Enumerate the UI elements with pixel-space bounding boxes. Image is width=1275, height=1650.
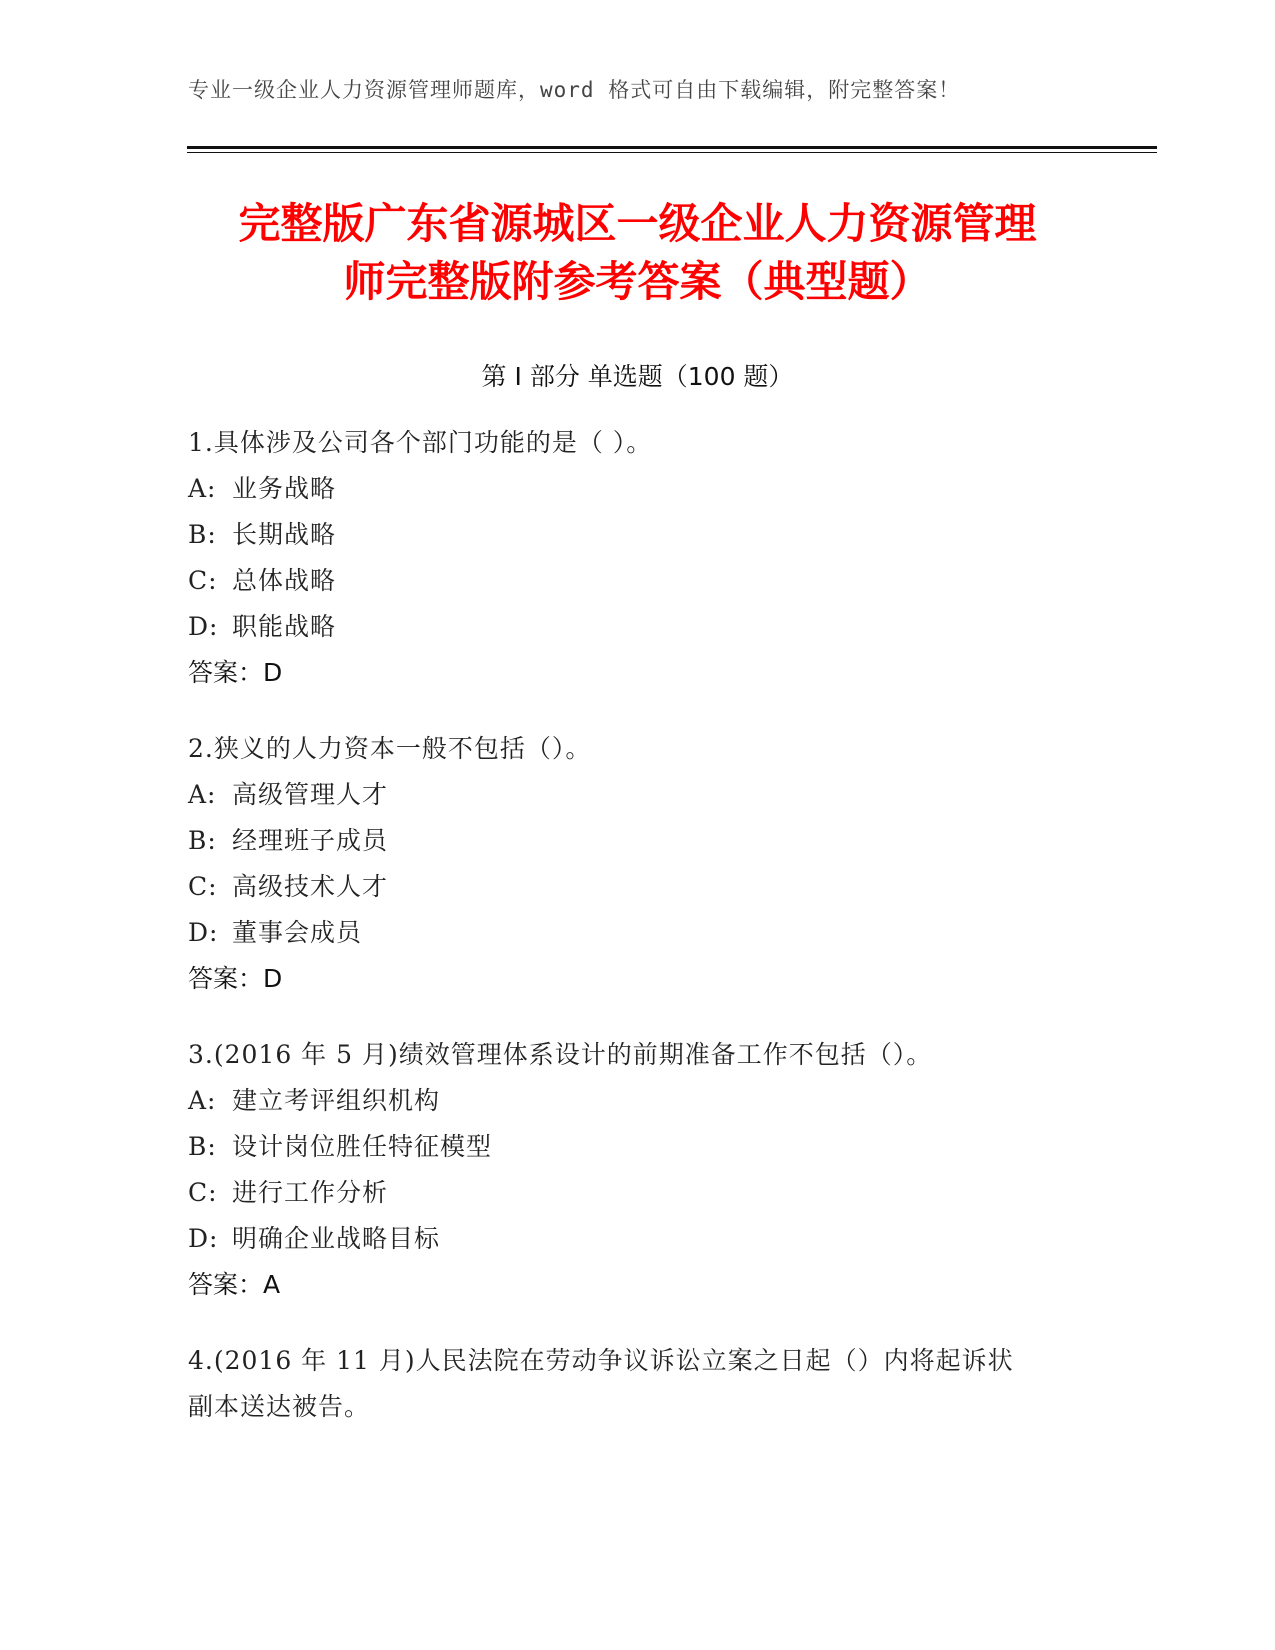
question-stem-line2: 副本送达被告。 xyxy=(188,1392,371,1421)
option-text: 高级管理人才 xyxy=(232,780,389,809)
option-c xyxy=(188,864,1118,910)
option-label: B: xyxy=(188,520,217,549)
option-label: C: xyxy=(188,872,218,901)
header-note: 专业一级企业人力资源管理师题库，word 格式可自由下载编辑，附完整答案！ xyxy=(188,78,961,102)
option-text: 高级技术人才 xyxy=(232,872,389,901)
option-label: D: xyxy=(188,918,219,947)
option-text: 经理班子成员 xyxy=(232,826,389,855)
option-text: 业务战略 xyxy=(232,474,337,503)
document-title-line1: 完整版广东省源城区一级企业人力资源管理 xyxy=(238,199,1037,248)
option-text: 总体战略 xyxy=(232,566,337,595)
section-title: 第 I 部分 单选题（100 题） xyxy=(481,362,794,391)
option-label: A: xyxy=(188,474,217,503)
option-label: B: xyxy=(188,826,217,855)
option-c xyxy=(188,558,1118,604)
option-text: 董事会成员 xyxy=(232,918,363,947)
answer: 答案：A xyxy=(188,1270,281,1299)
question-4 xyxy=(188,1338,1118,1430)
header-divider-thin xyxy=(187,152,1157,153)
question-stem: 3.(2016 年 5 月)绩效管理体系设计的前期准备工作不包括（）。 xyxy=(188,1040,933,1069)
option-c xyxy=(188,1170,1118,1216)
option-label: B: xyxy=(188,1132,217,1161)
option-d xyxy=(188,1216,1118,1262)
option-b xyxy=(188,512,1118,558)
option-label: D: xyxy=(188,612,219,641)
option-a xyxy=(188,466,1118,512)
question-2 xyxy=(188,726,1118,1002)
option-b xyxy=(188,1124,1118,1170)
option-text: 设计岗位胜任特征模型 xyxy=(232,1132,493,1161)
question-3 xyxy=(188,1032,1118,1308)
question-stem-line1: 4.(2016 年 11 月)人民法院在劳动争议诉讼立案之日起（）内将起诉状 xyxy=(188,1346,1014,1375)
option-a xyxy=(188,1078,1118,1124)
option-label: A: xyxy=(188,1086,217,1115)
option-label: A: xyxy=(188,780,217,809)
option-text: 建立考评组织机构 xyxy=(232,1086,441,1115)
question-1 xyxy=(188,420,1118,696)
option-text: 进行工作分析 xyxy=(232,1178,389,1207)
answer: 答案：D xyxy=(188,964,283,993)
option-label: C: xyxy=(188,566,218,595)
answer: 答案：D xyxy=(188,658,283,687)
option-d xyxy=(188,910,1118,956)
option-text: 明确企业战略目标 xyxy=(232,1224,441,1253)
option-d xyxy=(188,604,1118,650)
document-title xyxy=(150,195,1125,311)
question-stem: 1.具体涉及公司各个部门功能的是（ ）。 xyxy=(188,428,653,457)
option-label: C: xyxy=(188,1178,218,1207)
option-text: 长期战略 xyxy=(232,520,337,549)
option-b xyxy=(188,818,1118,864)
question-stem: 2.狭义的人力资本一般不包括（）。 xyxy=(188,734,592,763)
document-title-line2: 师完整版附参考答案（典型题） xyxy=(343,257,932,306)
option-label: D: xyxy=(188,1224,219,1253)
option-text: 职能战略 xyxy=(232,612,337,641)
header-divider-thick xyxy=(187,146,1157,149)
option-a xyxy=(188,772,1118,818)
